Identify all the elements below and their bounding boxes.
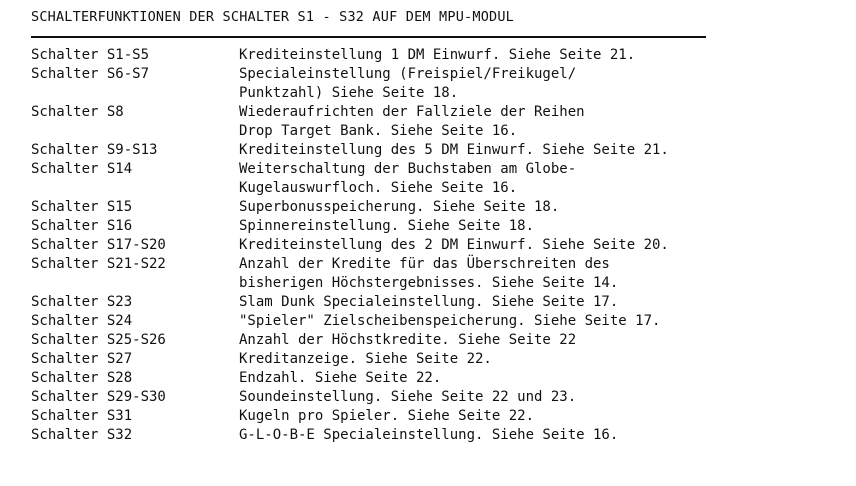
switch-function-list xyxy=(31,46,841,445)
description-line: Anzahl der Kredite für das Überschreiten des xyxy=(239,256,610,272)
description-line: Weiterschaltung der Buchstaben am Globe- xyxy=(239,161,577,177)
switch-row xyxy=(31,141,841,160)
switch-name: Schalter S29-S30 xyxy=(31,389,166,405)
switch-description xyxy=(239,236,841,255)
switch-name: Schalter S23 xyxy=(31,294,133,310)
switch-name: Schalter S32 xyxy=(31,427,133,443)
switch-row xyxy=(31,236,841,255)
switch-description xyxy=(239,141,841,160)
switch-row xyxy=(31,293,841,312)
switch-name: Schalter S17-S20 xyxy=(31,237,166,253)
description-line: Anzahl der Höchstkredite. Siehe Seite 22 xyxy=(239,332,577,348)
description-line: Krediteinstellung des 2 DM Einwurf. Siehe Seite 20. xyxy=(239,237,669,253)
switch-description xyxy=(239,293,841,312)
description-line: Kreditanzeige. Siehe Seite 22. xyxy=(239,351,492,367)
description-line: Spinnereinstellung. Siehe Seite 18. xyxy=(239,218,535,234)
description-line: Punktzahl) Siehe Seite 18. xyxy=(239,85,459,101)
switch-name: Schalter S25-S26 xyxy=(31,332,166,348)
switch-description xyxy=(239,426,841,445)
description-line: Endzahl. Siehe Seite 22. xyxy=(239,370,442,386)
switch-description xyxy=(239,65,841,103)
switch-name: Schalter S28 xyxy=(31,370,133,386)
switch-name: Schalter S9-S13 xyxy=(31,142,158,158)
switch-description xyxy=(239,103,841,141)
switch-description xyxy=(239,46,841,65)
switch-row xyxy=(31,65,841,103)
switch-description xyxy=(239,350,841,369)
description-line: Kugeln pro Spieler. Siehe Seite 22. xyxy=(239,408,535,424)
switch-description xyxy=(239,369,841,388)
description-line: "Spieler" Zielscheibenspeicherung. Siehe Seite 17. xyxy=(239,313,661,329)
switch-description xyxy=(239,217,841,236)
switch-description xyxy=(239,255,841,293)
switch-name: Schalter S8 xyxy=(31,104,124,120)
switch-name: Schalter S21-S22 xyxy=(31,256,166,272)
switch-name: Schalter S14 xyxy=(31,161,133,177)
description-line: Kugelauswurfloch. Siehe Seite 16. xyxy=(239,180,518,196)
switch-row xyxy=(31,426,841,445)
switch-row xyxy=(31,331,841,350)
switch-name: Schalter S27 xyxy=(31,351,133,367)
switch-row xyxy=(31,217,841,236)
switch-row xyxy=(31,369,841,388)
switch-description xyxy=(239,312,841,331)
description-line: bisherigen Höchstergebnisses. Siehe Seite 14. xyxy=(239,275,619,291)
description-line: Specialeinstellung (Freispiel/Freikugel/ xyxy=(239,66,577,82)
description-line: Wiederaufrichten der Fallziele der Reihen xyxy=(239,104,585,120)
switch-name: Schalter S31 xyxy=(31,408,133,424)
switch-row xyxy=(31,103,841,141)
description-line: Superbonusspeicherung. Siehe Seite 18. xyxy=(239,199,560,215)
switch-description xyxy=(239,407,841,426)
switch-row xyxy=(31,255,841,293)
description-line: Krediteinstellung 1 DM Einwurf. Siehe Seite 21. xyxy=(239,47,636,63)
switch-description xyxy=(239,331,841,350)
switch-description xyxy=(239,388,841,407)
title-underline xyxy=(31,36,706,38)
switch-name: Schalter S1-S5 xyxy=(31,47,150,63)
document-title: SCHALTERFUNKTIONEN DER SCHALTER S1 - S32 AUF DEM MPU-MODUL xyxy=(31,9,515,25)
description-line: Soundeinstellung. Siehe Seite 22 und 23. xyxy=(239,389,577,405)
switch-name: Schalter S15 xyxy=(31,199,133,215)
switch-description xyxy=(239,198,841,217)
switch-row xyxy=(31,198,841,217)
switch-row xyxy=(31,312,841,331)
switch-name: Schalter S24 xyxy=(31,313,133,329)
switch-name: Schalter S6-S7 xyxy=(31,66,150,82)
description-line: G-L-O-B-E Specialeinstellung. Siehe Seite 16. xyxy=(239,427,619,443)
switch-description xyxy=(239,160,841,198)
switch-row xyxy=(31,407,841,426)
switch-row xyxy=(31,350,841,369)
switch-row xyxy=(31,160,841,198)
switch-row xyxy=(31,46,841,65)
description-line: Krediteinstellung des 5 DM Einwurf. Siehe Seite 21. xyxy=(239,142,669,158)
description-line: Drop Target Bank. Siehe Seite 16. xyxy=(239,123,518,139)
switch-row xyxy=(31,388,841,407)
description-line: Slam Dunk Specialeinstellung. Siehe Seite 17. xyxy=(239,294,619,310)
switch-name: Schalter S16 xyxy=(31,218,133,234)
